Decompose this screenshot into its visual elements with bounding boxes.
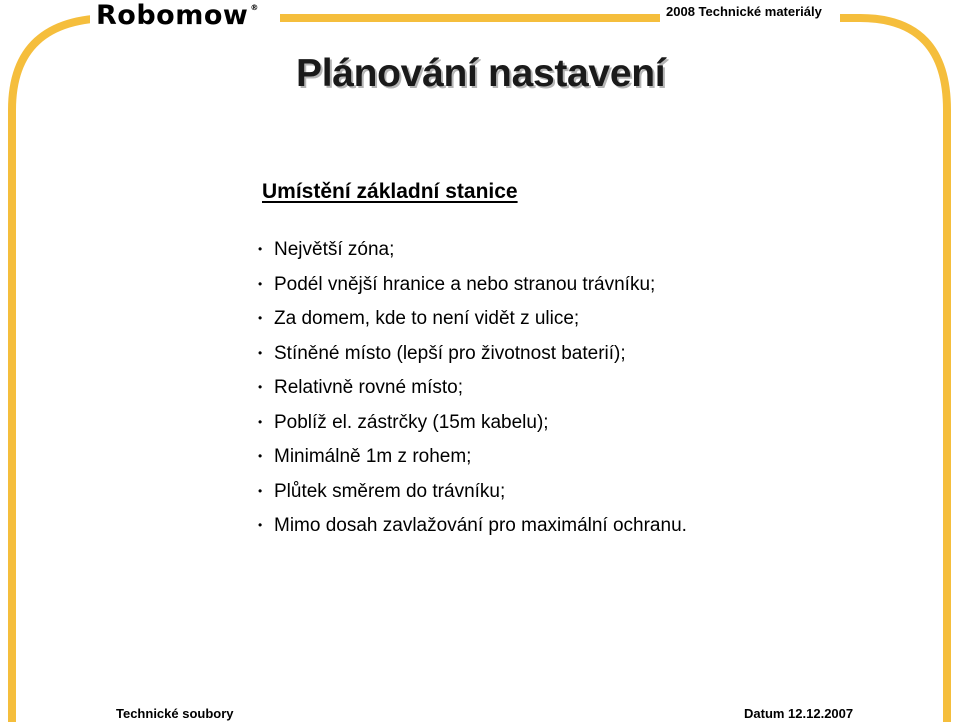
bullet-dot: • [258, 276, 263, 291]
robomow-logo [96, 0, 259, 31]
bullet-dot: • [258, 380, 263, 394]
bullet-list [258, 237, 687, 548]
slide-title: Plánování nastavení [296, 52, 666, 95]
bullet-text: Mimo dosah zavlažování pro maximální ochranu. [274, 515, 687, 536]
bullet-item [258, 237, 687, 272]
bullet-dot: • [258, 483, 263, 498]
bullet-item [258, 444, 687, 479]
bullet-text: Minimálně 1m z rohem; [274, 446, 472, 467]
section-heading: Umístění základní stanice [262, 180, 518, 203]
bullet-item [258, 375, 687, 410]
bullet-dot: • [258, 449, 263, 463]
bullet-text: Největší zóna; [274, 239, 395, 260]
logo-text: Robomow [96, 0, 249, 31]
bullet-dot: • [258, 242, 263, 256]
bullet-text: Plůtek směrem do trávníku; [274, 480, 506, 502]
registered-mark: ® [250, 3, 259, 12]
bullet-item [258, 306, 687, 341]
bullet-text: Za domem, kde to není vidět z ulice; [274, 308, 580, 329]
bullet-item [258, 513, 687, 548]
bullet-item [258, 479, 687, 514]
bullet-text: Relativně rovné místo; [274, 377, 464, 398]
bullet-text: Stíněné místo (lepší pro životnost baterií); [274, 342, 626, 364]
footer-left-caption: Technické soubory [116, 706, 234, 721]
bullet-item [258, 272, 687, 307]
bullet-dot: • [258, 414, 263, 429]
bullet-dot: • [258, 345, 263, 360]
bullet-dot: • [258, 518, 263, 532]
bullet-item [258, 341, 687, 376]
bullet-text: Podél vnější hranice a nebo stranou trávníku; [274, 273, 656, 295]
bullet-item [258, 410, 687, 445]
bullet-dot: • [258, 311, 263, 325]
bullet-text: Poblíž el. zástrčky (15m kabelu); [274, 411, 549, 433]
footer-date: Datum 12.12.2007 [744, 706, 854, 721]
header-caption: 2008 Technické materiály [666, 4, 822, 19]
